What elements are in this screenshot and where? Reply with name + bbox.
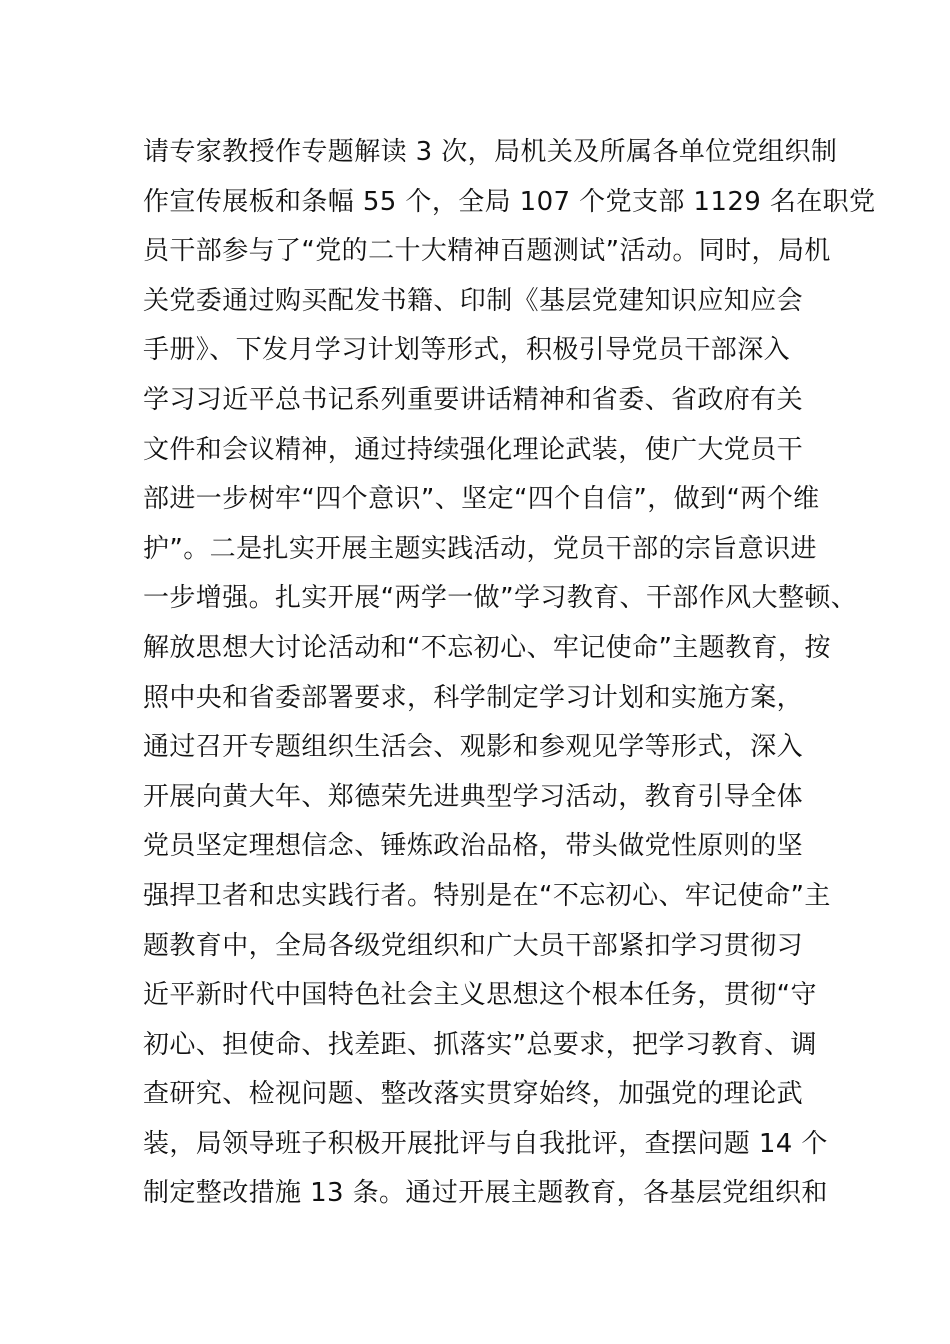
text-line: 学习习近平总书记系列重要讲话精神和省委、省政府有关 (143, 384, 804, 415)
text-line: 关党委通过购买配发书籍、印制《基层党建知识应知应会 (143, 285, 804, 316)
text-line: 解放思想大讨论活动和“不忘初心、牢记使命”主题教育，按 (143, 632, 831, 663)
text-line: 照中央和省委部署要求，科学制定学习计划和实施方案， (143, 682, 804, 713)
text-line: 作宣传展板和条幅 55 个，全局 107 个党支部 1129 名在职党 (143, 186, 876, 217)
text-line: 党员坚定理想信念、锤炼政治品格，带头做党性原则的坚 (143, 831, 804, 862)
text-line: 开展向黄大年、郑德荣先进典型学习活动，教育引导全体 (143, 781, 804, 812)
text-line: 装，局领导班子积极开展批评与自我批评，查摆问题 14 个 (143, 1128, 828, 1159)
text-line: 文件和会议精神，通过持续强化理论武装，使广大党员干 (143, 434, 804, 465)
text-line: 护”。二是扎实开展主题实践活动，党员干部的宗旨意识进 (143, 533, 817, 564)
text-line: 强捍卫者和忠实践行者。特别是在“不忘初心、牢记使命”主 (143, 880, 831, 911)
text-line: 通过召开专题组织生活会、观影和参观见学等形式，深入 (143, 732, 804, 763)
text-line: 题教育中，全局各级党组织和广大员干部紧扣学习贯彻习 (143, 930, 804, 961)
text-line: 初心、担使命、找差距、抓落实”总要求，把学习教育、调 (143, 1029, 817, 1060)
text-line: 近平新时代中国特色社会主义思想这个根本任务，贯彻“守 (143, 980, 817, 1011)
text-line: 部进一步树牢“四个意识”、坚定“四个自信”，做到“两个维 (143, 484, 820, 515)
text-line: 查研究、检视问题、整改落实贯穿始终，加强党的理论武 (143, 1079, 804, 1110)
body-paragraph (143, 128, 876, 1219)
text-line: 手册》、下发月学习计划等形式，积极引导党员干部深入 (143, 335, 791, 366)
text-line: 制定整改措施 13 条。通过开展主题教育，各基层党组织和 (143, 1178, 828, 1209)
text-line: 请专家教授作专题解读 3 次，局机关及所属各单位党组织制 (143, 137, 838, 167)
text-line: 员干部参与了“党的二十大精神百题测试”活动。同时，局机 (143, 236, 831, 267)
text-line: 一步增强。扎实开展“两学一做”学习教育、干部作风大整顿、 (143, 583, 858, 614)
